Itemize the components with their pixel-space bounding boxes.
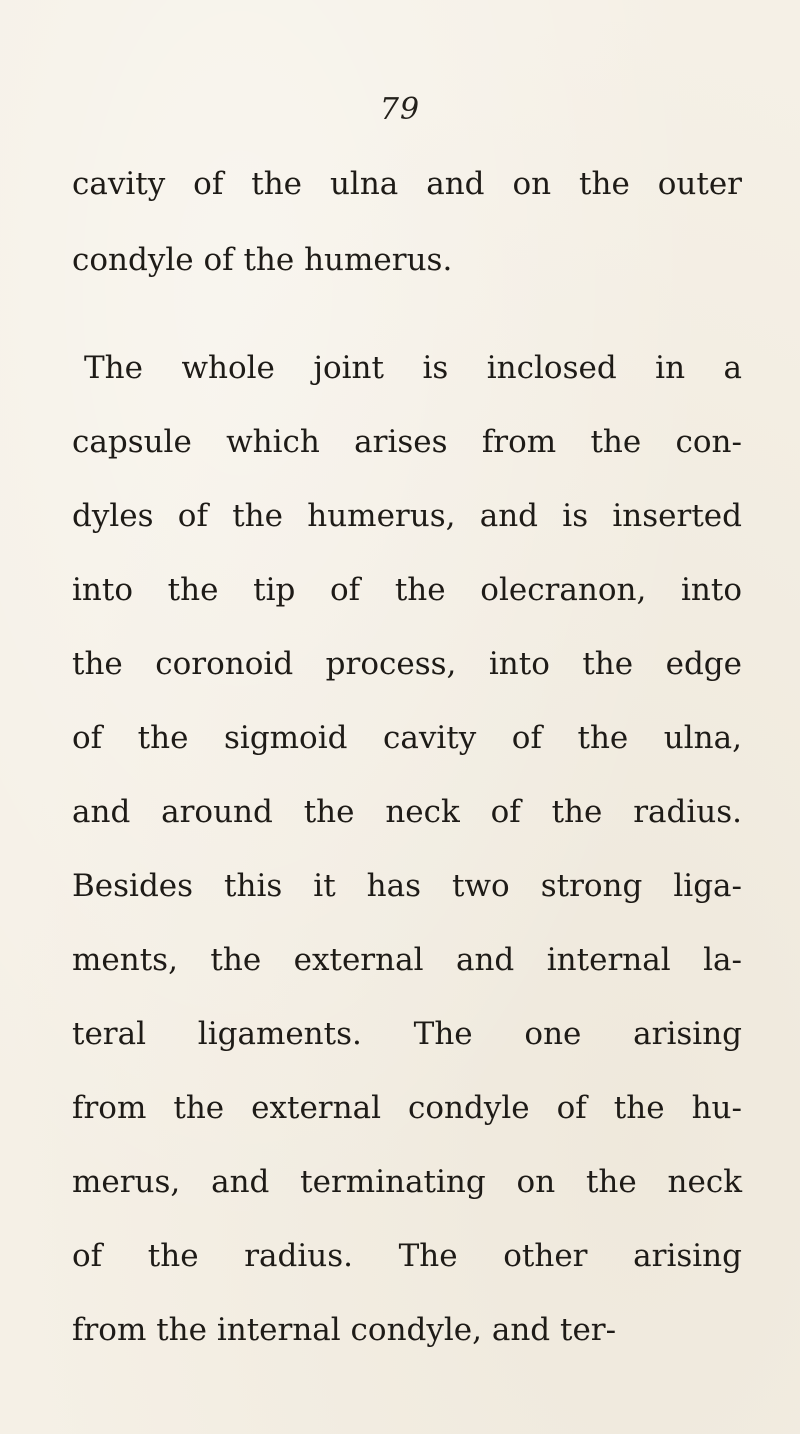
text-line: capsule which arises from the con- xyxy=(72,424,742,460)
text-line: from the external condyle of the hu- xyxy=(72,1090,742,1126)
text-line: of the radius. The other arising xyxy=(72,1238,742,1274)
text-line: teral ligaments. The one arising xyxy=(72,1016,742,1052)
text-line: cavity of the ulna and on the outer xyxy=(72,166,742,202)
text-line: the coronoid process, into the edge xyxy=(72,646,742,682)
text-line: merus, and terminating on the neck xyxy=(72,1164,742,1200)
text-line: Besides this it has two strong liga- xyxy=(72,868,742,904)
text-line: and around the neck of the radius. xyxy=(72,794,742,830)
text-line: into the tip of the olecranon, into xyxy=(72,572,742,608)
text-line: ments, the external and internal la- xyxy=(72,942,742,978)
text-line: of the sigmoid cavity of the ulna, xyxy=(72,720,742,756)
paragraph-start-line: The whole joint is inclosed in a xyxy=(84,350,742,386)
page-number: 79 xyxy=(379,92,421,127)
text-line: dyles of the humerus, and is inserted xyxy=(72,498,742,534)
text-line: from the internal condyle, and ter- xyxy=(72,1312,617,1348)
text-line: condyle of the humerus. xyxy=(72,242,453,278)
